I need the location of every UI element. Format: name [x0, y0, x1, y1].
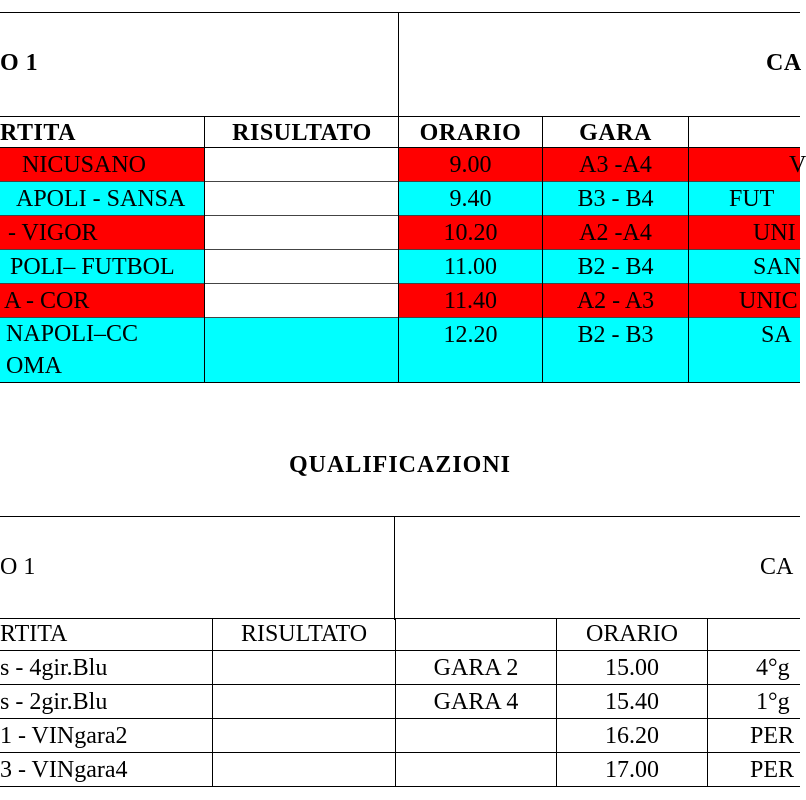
extra-cell: SA — [689, 318, 800, 382]
orario-cell: 9.40 — [399, 182, 542, 216]
extra-cell: PER — [750, 723, 795, 749]
extra-cell: V — [689, 148, 800, 182]
orario-cell: 17.00 — [605, 757, 659, 783]
top-grid-line — [0, 382, 800, 383]
top-grid-line — [0, 317, 800, 318]
gara-cell: A2 -A4 — [543, 216, 688, 250]
orario-cell: 9.00 — [399, 148, 542, 182]
bottom-grid-line — [0, 786, 800, 787]
extra-cell: UNI — [689, 216, 800, 250]
orario-cell: 10.20 — [399, 216, 542, 250]
gara-cell: B3 - B4 — [543, 182, 688, 216]
orario-cell: 15.00 — [605, 655, 659, 681]
partita-cell: - VIGOR — [0, 216, 204, 250]
orario-cell: 11.00 — [399, 250, 542, 284]
bottom-campo-right-label: CA — [760, 554, 794, 580]
partita-line: NAPOLI–CC — [6, 321, 139, 347]
gara-cell: A3 -A4 — [543, 148, 688, 182]
top-grid-col — [398, 116, 399, 383]
orario-cell: 11.40 — [399, 284, 542, 318]
top-grid-col — [542, 116, 543, 383]
partita-cell: POLI– FUTBOL — [0, 250, 204, 284]
top-grid-line — [0, 249, 800, 250]
gara-cell: GARA 4 — [433, 689, 519, 715]
gara-cell: GARA 2 — [433, 655, 519, 681]
orario-cell: 15.40 — [605, 689, 659, 715]
bottom-grid-col — [212, 618, 213, 787]
top-grid-col — [204, 116, 205, 383]
extra-cell: PER — [750, 757, 795, 783]
partita-cell: A - COR — [0, 284, 204, 318]
extra-cell: 1°g — [756, 689, 790, 715]
bottom-table-border — [0, 516, 800, 517]
top-header-gara: GARA — [579, 120, 652, 146]
top-grid-line — [0, 215, 800, 216]
partita-cell: 1 - VINgara2 — [0, 723, 128, 749]
top-header-risultato: RISULTATO — [232, 120, 372, 146]
risultato-cell — [205, 318, 399, 382]
top-grid-col — [688, 116, 689, 383]
partita-cell — [0, 318, 204, 382]
top-campo-divider — [398, 12, 399, 116]
bottom-grid-line — [0, 650, 800, 651]
partita-cell: 3 - VINgara4 — [0, 757, 128, 783]
bottom-grid-line — [0, 718, 800, 719]
top-campo-left-label: O 1 — [0, 50, 39, 76]
extra-cell: SAN — [689, 250, 800, 284]
section-title: QUALIFICAZIONI — [288, 452, 512, 478]
partita-cell: s - 2gir.Blu — [0, 689, 108, 715]
top-grid-line — [0, 283, 800, 284]
bottom-grid-col — [707, 618, 708, 787]
partita-cell: APOLI - SANSA — [0, 182, 204, 216]
gara-cell: A2 - A3 — [543, 284, 688, 318]
top-grid-line — [0, 147, 800, 148]
gara-cell: B2 - B4 — [543, 250, 688, 284]
bottom-campo-divider — [394, 516, 395, 620]
orario-cell: 12.20 — [399, 318, 542, 382]
bottom-header-partita: RTITA — [0, 621, 68, 647]
bottom-grid-col — [556, 618, 557, 787]
bottom-campo-left-label: O 1 — [0, 554, 36, 580]
partita-cell: s - 4gir.Blu — [0, 655, 108, 681]
bottom-grid-col — [395, 618, 396, 787]
bottom-grid-line — [0, 684, 800, 685]
bottom-header-risultato: RISULTATO — [240, 621, 368, 647]
partita-line: OMA — [6, 353, 63, 379]
orario-cell: 16.20 — [605, 723, 659, 749]
bottom-header-orario: ORARIO — [585, 621, 678, 647]
top-header-orario: ORARIO — [419, 120, 522, 146]
extra-cell: UNIC — [689, 284, 800, 318]
top-grid-line — [0, 181, 800, 182]
gara-cell: B2 - B3 — [543, 318, 688, 382]
top-header-partita: RTITA — [0, 120, 76, 146]
partita-cell: NICUSANO — [0, 148, 204, 182]
extra-cell: FUT — [689, 182, 800, 216]
top-table-border — [0, 12, 800, 13]
top-campo-right-label: CA — [766, 50, 802, 76]
bottom-grid-line — [0, 752, 800, 753]
extra-cell: 4°g — [756, 655, 790, 681]
